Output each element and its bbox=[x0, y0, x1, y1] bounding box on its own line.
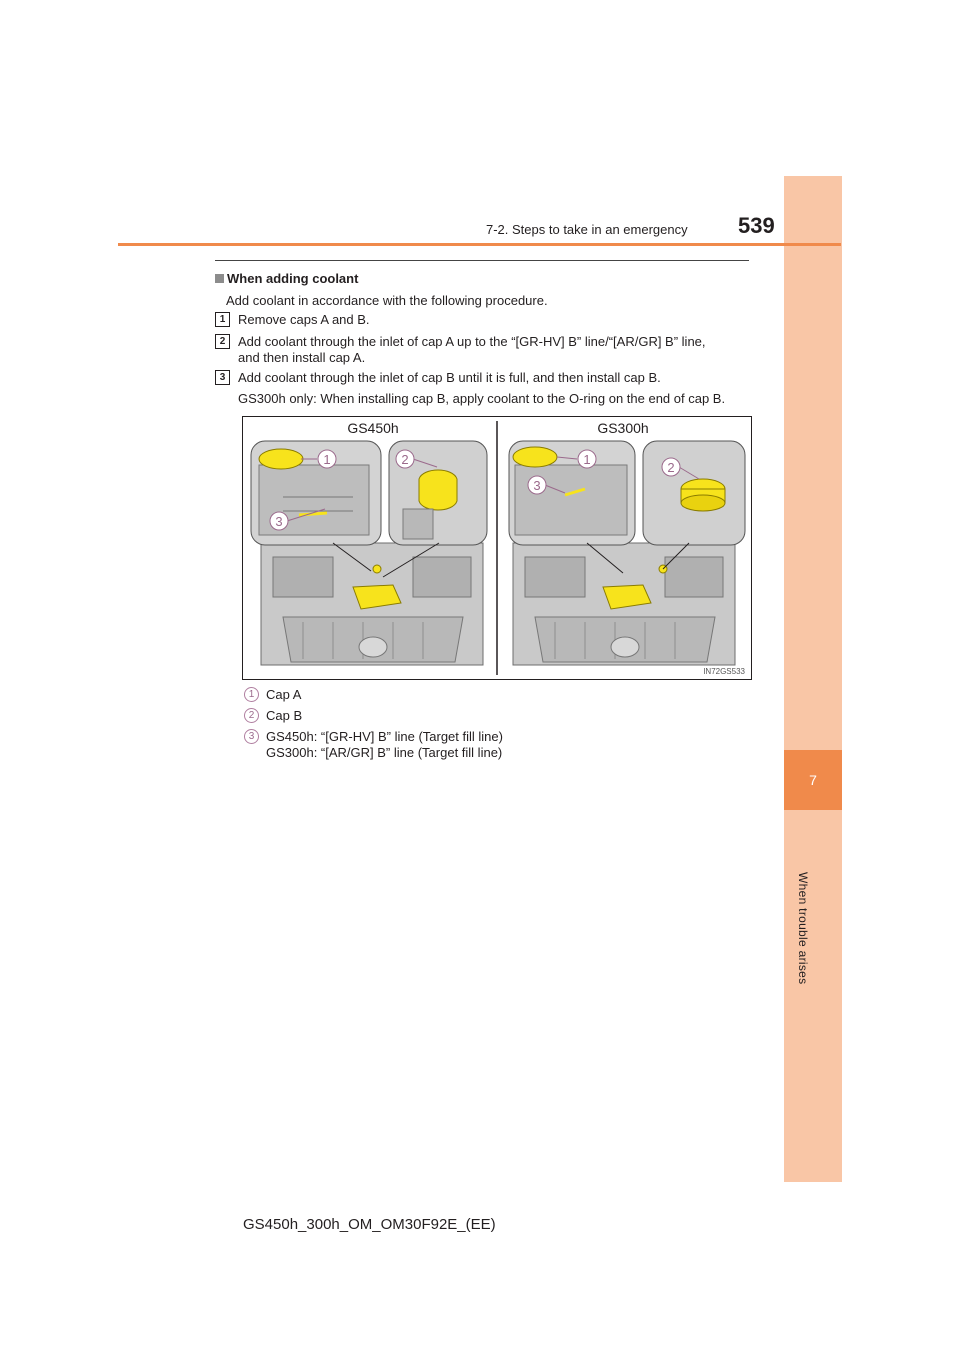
section-heading-text: When adding coolant bbox=[227, 271, 359, 286]
section-intro: Add coolant in accordance with the following procedure. bbox=[226, 293, 548, 308]
callout-number: 1 bbox=[323, 452, 331, 467]
section-heading bbox=[215, 271, 358, 286]
chapter-title: When trouble arises bbox=[796, 872, 810, 985]
section-divider bbox=[215, 260, 749, 261]
right-engine-bay bbox=[513, 543, 735, 665]
callout-number: 3 bbox=[275, 514, 283, 529]
engine-bay-illustration bbox=[243, 417, 751, 679]
header-section-title: 7-2. Steps to take in an emergency bbox=[486, 222, 688, 237]
step-number: 1 bbox=[215, 312, 230, 327]
step-text: GS300h only: When installing cap B, apply coolant to the O-ring on the end of cap B. bbox=[238, 391, 726, 406]
callout-number: 1 bbox=[583, 452, 591, 467]
legend-text: GS450h: “[GR-HV] B” line (Target fill line) bbox=[266, 729, 503, 744]
callout-number: 2 bbox=[667, 460, 675, 475]
legend-text: Cap A bbox=[266, 687, 302, 702]
figure-left-label: GS450h bbox=[347, 420, 399, 436]
chapter-side-tab bbox=[784, 176, 842, 1182]
header-rule bbox=[118, 243, 841, 246]
legend-number: 2 bbox=[244, 708, 259, 723]
left-engine-bay bbox=[261, 543, 483, 665]
figure-right-label: GS300h bbox=[597, 420, 649, 436]
coolant-cap-figure bbox=[242, 416, 752, 680]
page-number: 539 bbox=[738, 213, 775, 238]
chapter-number: 7 bbox=[809, 772, 817, 788]
callout-number: 3 bbox=[533, 478, 541, 493]
step-number: 2 bbox=[215, 334, 230, 349]
step-text: Remove caps A and B. bbox=[238, 312, 370, 327]
callout-number: 2 bbox=[401, 452, 409, 467]
legend-number: 1 bbox=[244, 687, 259, 702]
heading-square-icon bbox=[215, 274, 224, 283]
legend-text: Cap B bbox=[266, 708, 303, 723]
figure-code: IN72GS533 bbox=[703, 667, 745, 676]
legend-number: 3 bbox=[244, 729, 259, 744]
step-text: Add coolant through the inlet of cap A up to the “[GR-HV] B” line/“[AR/GR] B” line, bbox=[238, 334, 706, 349]
manual-code: GS450h_300h_OM_OM30F92E_(EE) bbox=[243, 1216, 496, 1233]
legend-text: GS300h: “[AR/GR] B” line (Target fill line) bbox=[266, 745, 503, 760]
chapter-number-box bbox=[784, 750, 842, 810]
step-number: 3 bbox=[215, 370, 230, 385]
step-text: and then install cap A. bbox=[238, 350, 366, 365]
step-text: Add coolant through the inlet of cap B until it is full, and then install cap B. bbox=[238, 370, 661, 385]
